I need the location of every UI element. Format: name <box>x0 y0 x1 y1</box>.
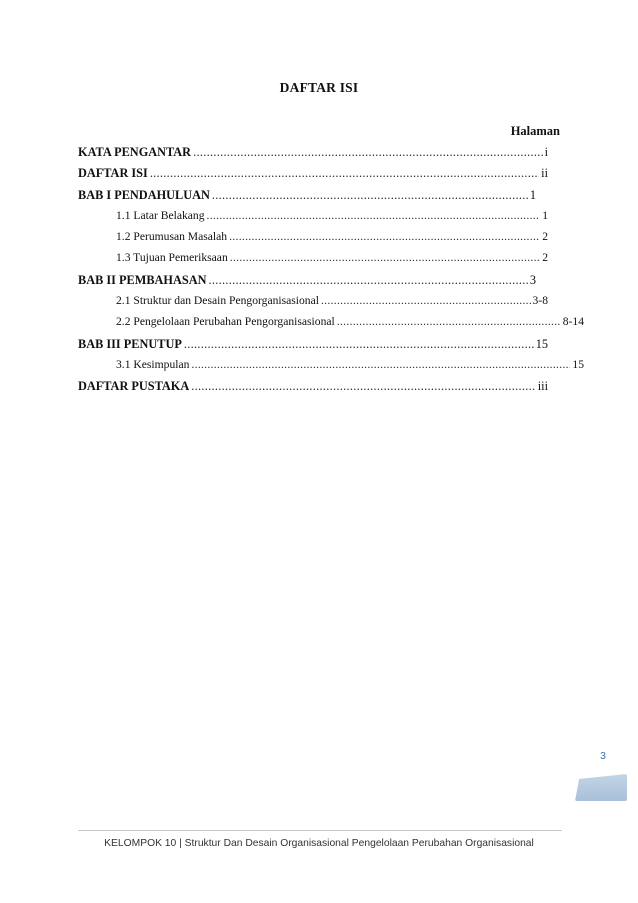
toc-entry[interactable] <box>116 230 548 251</box>
page-footer: KELOMPOK 10 | Struktur Dan Desain Organisasional Pengelolaan Perubahan Organisasional <box>104 838 534 849</box>
toc-entry-page: 2 <box>542 230 548 244</box>
page-corner-tab <box>575 774 627 801</box>
toc-entry-label: BAB III PENUTUP <box>78 336 182 351</box>
toc-leader-dots <box>229 230 540 243</box>
toc-entry[interactable] <box>116 251 548 272</box>
toc-entry-page: iii <box>537 379 548 394</box>
toc-entry-page: 15 <box>535 336 548 351</box>
toc-leader-dots <box>230 251 540 264</box>
toc-leader-dots <box>212 188 528 203</box>
toc-entry[interactable] <box>78 145 548 166</box>
toc-entry-page: 3-8 <box>532 294 548 308</box>
toc-entry-label: 1.3 Tujuan Pemeriksaan <box>116 251 228 265</box>
page-number: 3 <box>600 750 606 762</box>
toc-title: DAFTAR ISI <box>279 80 359 95</box>
toc-entry[interactable] <box>116 294 548 315</box>
toc-entry[interactable] <box>116 315 584 336</box>
toc-leader-dots <box>150 166 539 181</box>
toc-entry-page: 1 <box>542 208 548 222</box>
toc-entry-label: DAFTAR ISI <box>78 166 148 181</box>
toc-leader-dots <box>184 337 534 352</box>
toc-entry[interactable] <box>78 379 548 400</box>
toc-entry-label: BAB II PEMBAHASAN <box>78 272 207 287</box>
footer-divider <box>78 830 562 831</box>
toc-entry[interactable] <box>78 337 548 358</box>
toc-entry-label: DAFTAR PUSTAKA <box>78 379 190 394</box>
toc-entry-page: i <box>544 145 548 159</box>
toc-entry[interactable] <box>78 273 536 294</box>
toc-entry-label: 1.2 Perumusan Masalah <box>116 230 228 244</box>
toc-leader-dots <box>337 315 561 328</box>
toc-entry-page: 1 <box>529 187 536 202</box>
toc-leader-dots <box>321 294 531 307</box>
toc-entry-label: 2.1 Struktur dan Desain Pengorganisasional <box>116 294 319 308</box>
toc-entry-label: 2.2 Pengelolaan Perubahan Pengorganisasional <box>116 315 335 329</box>
table-of-contents <box>78 145 584 401</box>
toc-entry-page: 3 <box>529 272 536 287</box>
toc-leader-dots <box>208 273 527 288</box>
toc-entry[interactable] <box>78 188 536 209</box>
toc-entry-page: ii <box>541 166 548 181</box>
toc-entry-label: KATA PENGANTAR <box>78 145 192 159</box>
page-column-header: Halaman <box>510 124 560 138</box>
toc-entry-page: 8-14 <box>562 315 584 329</box>
toc-entry[interactable] <box>116 358 584 379</box>
toc-entry-label: BAB I PENDAHULUAN <box>78 187 210 202</box>
toc-entry[interactable] <box>78 166 548 187</box>
toc-entry-page: 15 <box>572 357 584 371</box>
toc-entry-page: 2 <box>542 251 548 265</box>
toc-entry[interactable] <box>116 209 548 230</box>
toc-leader-dots <box>207 209 541 222</box>
toc-entry-label: 3.1 Kesimpulan <box>116 357 190 371</box>
toc-entry-label: 1.1 Latar Belakang <box>116 208 205 222</box>
toc-leader-dots <box>191 379 536 394</box>
toc-leader-dots <box>193 145 543 160</box>
toc-leader-dots <box>191 358 570 371</box>
